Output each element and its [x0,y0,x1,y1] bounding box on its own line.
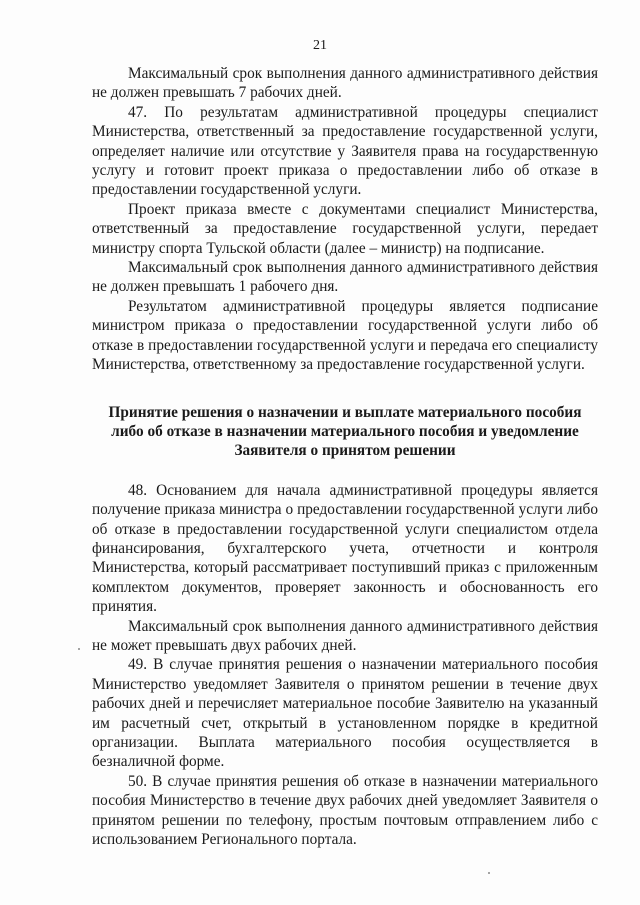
paragraph-47: 47. По результатам административной процедуры специалист Министерства, ответственный за предоставление государственной услуги, определяет наличие или отсутствие у Заявителя права на государственную услугу и готовит проект приказа о предоставлении либо об отказе в предоставлении государственной услуги. [92,103,598,199]
page-number: 21 [313,38,327,53]
section-heading-line: Принятие решения о назначении и выплате материального пособия [108,403,582,421]
document-body [92,64,598,849]
paragraph-48: 48. Основанием для начала административной процедуры является получение приказа министра о предоставлении государственной услуги либо об отказе в предоставлении государственной услуги специалистом отдела финансирования, бухгалтерского учета, отчетности и контроля Министерства, который рассматривает поступивший приказ с приложенным комплектом документов, проверяет законность и обоснованность его принятия. [92,481,598,616]
scan-speck [488,872,490,874]
paragraph-49: 49. В случае принятия решения о назначении материального пособия Министерство уведомляет Заявителя о принятом решении в течение двух рабочих дней и перечисляет материальное пособие Заявителю на указанный им расчетный счет, открытый в установленном порядке в кредитной организации. Выплата материального пособия осуществляется в безналичной форме. [92,656,598,771]
paragraph-draft-order: Проект приказа вместе с документами специалист Министерства, ответственный за предоставление государственной услуги, передает министру спорта Тульской области (далее – министр) на подписание. [92,200,598,257]
paragraph-50: 50. В случае принятия решения об отказе в назначении материального пособия Министерство в течение двух рабочих дней уведомляет Заявителя о принятом решении по телефону, простым почтовым отправлением либо с использованием Регионального портала. [92,772,598,849]
paragraph-max-term-2-days: Максимальный срок выполнения данного административного действия не может превышать двух рабочих дней. [92,617,598,654]
scan-speck [78,648,80,650]
section-heading-line: Заявителя о принятом решении [234,442,456,460]
paragraph-max-term-7-days: Максимальный срок выполнения данного административного действия не должен превышать 7 рабочих дней. [92,65,598,102]
section-heading-line: либо об отказе в назначении материального пособия и уведомление [111,422,579,440]
paragraph-procedure-result: Результатом административной процедуры является подписание министром приказа о предоставлении государственной услуги либо об отказе в предоставлении государственной услуги и передача его специалисту Министерства, ответственному за предоставление государственной услуги. [92,297,598,374]
section-heading [92,403,598,461]
paragraph-max-term-1-day: Максимальный срок выполнения данного административного действия не должен превышать 1 рабочего дня. [92,259,598,296]
